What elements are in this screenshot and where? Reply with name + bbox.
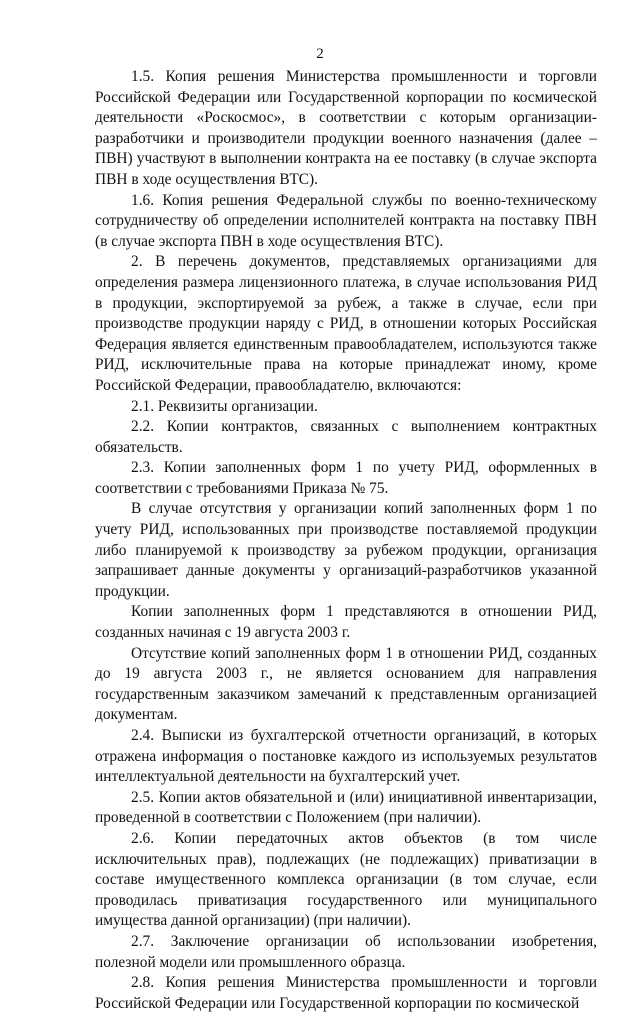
paragraph-2-2: 2.2. Копии контрактов, связанных с выполнением контрактных обязательств.: [95, 418, 597, 456]
paragraph-2-1: 2.1. Реквизиты организации.: [131, 397, 318, 415]
paragraph-2: 2. В перечень документов, представляемых организациями для определения размера лицензионного платежа, в случае использования РИД в продукции, экспортируемой за рубеж, а также в случае, если при производстве продукции наряду с РИД, в отношении которых Российская Федерация является единственным правообладателем, используются также РИД, исключительные права на которые принадлежат иному, кроме Российской Федерации, правообладателю, включаются:: [95, 253, 597, 394]
paragraph-2-3-forms-date: Копии заполненных форм 1 представляются в отношении РИД, созданных начиная с 19 августа 2003 г.: [95, 603, 597, 642]
paragraph-2-4: 2.4. Выписки из бухгалтерской отчетности организаций, в которых отражена информация о постановке каждого из используемых результатов интеллектуальной деятельности на бухгалтерский учет.: [95, 727, 597, 786]
paragraph-2-5: 2.5. Копии актов обязательной и (или) инициативной инвентаризации, проведенной в соответствии с Положением (при наличии).: [95, 788, 597, 827]
paragraph-2-6: 2.6. Копии передаточных актов объектов (в том числе исключительных прав), подлежащих (не подлежащих) приватизации в составе имущественного комплекса организации (в том случае, если проводилась приватизация государственного или муниципального имущества данной организации) (при наличии).: [95, 829, 597, 930]
paragraph-2-3-no-remarks: Отсутствие копий заполненных форм 1 в отношении РИД, созданных до 19 августа 2003 г., не является основанием для направления государственным заказчиком замечаний к представленным организацией документам.: [95, 644, 597, 724]
paragraph-1-5: 1.5. Копия решения Министерства промышленности и торговли Российской Федерации или Государственной корпорации по космической деятельности «Роскосмос», в соответствии с которым организации-разработчики и производители продукции военного назначения (далее – ПВН) участвуют в выполнении контракта на ее поставку (в случае экспорта ПВН в ходе осуществления ВТС).: [95, 68, 597, 188]
paragraph-2-7: 2.7. Заключение организации об использовании изобретения, полезной модели или промышленного образца.: [95, 932, 597, 971]
paragraph-2-3-absence: В случае отсутствия у организации копий заполненных форм 1 по учету РИД, использованных при производстве поставляемой продукции либо планируемой к производству за рубежом продукции, организация запрашивает данные документы у организаций-разработчиков указанной продукции.: [95, 500, 597, 600]
paragraph-2-3: 2.3. Копии заполненных форм 1 по учету РИД, оформленных в соответствии с требованиями Приказа № 75.: [95, 459, 597, 497]
paragraph-1-6: 1.6. Копия решения Федеральной службы по военно-техническому сотрудничеству об определении исполнителей контракта на поставку ПВН (в случае экспорта ПВН в ходе осуществления ВТС).: [95, 191, 597, 250]
paragraph-2-8: 2.8. Копия решения Министерства промышленности и торговли Российской Федерации или Государственной корпорации по космической: [95, 974, 597, 1012]
page-number: 2: [316, 46, 324, 62]
document-body: [95, 67, 597, 1014]
